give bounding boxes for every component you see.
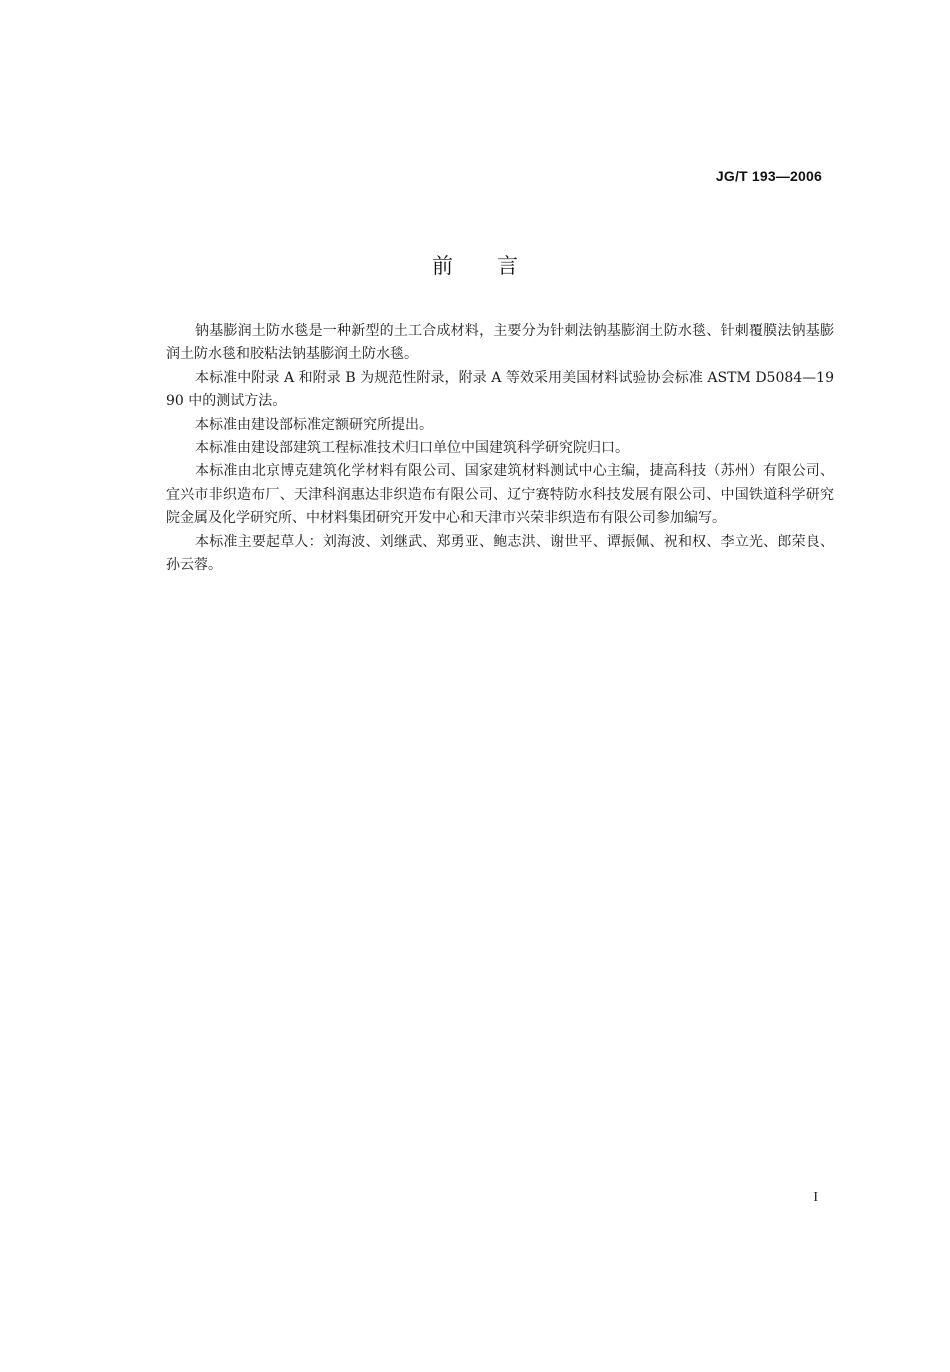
paragraph: 钠基膨润土防水毯是一种新型的土工合成材料，主要分为针刺法钠基膨润土防水毯、针刺覆膜法钠基膨润土防水毯和胶粘法钠基膨润土防水毯。 xyxy=(166,323,834,363)
paragraph: 本标准中附录 A 和附录 B 为规范性附录，附录 A 等效采用美国材料试验协会标准 ASTM D5084—1990 中的测试方法。 xyxy=(166,369,834,410)
paragraph: 本标准由建设部建筑工程标准技术归口单位中国建筑科学研究院归口。 xyxy=(195,440,629,457)
paragraph: 本标准由建设部标准定额研究所提出。 xyxy=(195,416,433,433)
page-number: I xyxy=(813,1190,818,1205)
foreword-body xyxy=(166,320,834,577)
paragraph: 本标准主要起草人：刘海波、刘继武、郑勇亚、鲍志洪、谢世平、谭振佩、祝和权、李立光、郎荣良、孙云蓉。 xyxy=(166,533,834,574)
section-title: 前言 xyxy=(432,254,562,278)
paragraph: 本标准由北京博克建筑化学材料有限公司、国家建筑材料测试中心主编，捷高科技（苏州）有限公司、宜兴市非织造布厂、天津科润惠达非织造布有限公司、辽宁赛特防水科技发展有限公司、中国铁道科学研究院金属及化学研究所、中材料集团研究开发中心和天津市兴荣非织造布有限公司参加编写。 xyxy=(166,463,834,527)
standard-code: JG/T 193—2006 xyxy=(715,168,822,184)
